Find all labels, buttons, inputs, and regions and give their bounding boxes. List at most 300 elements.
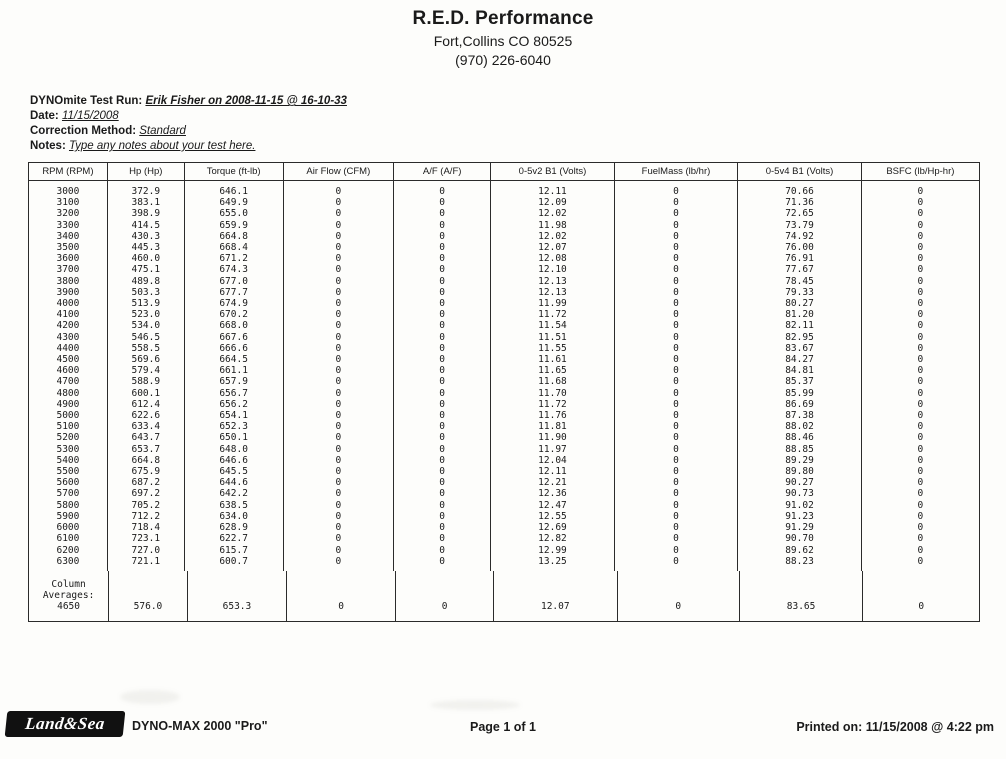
cell-21-2: 652.3 (184, 421, 283, 432)
cell-22-1: 643.7 (107, 432, 184, 443)
cell-33-6: 0 (614, 556, 738, 571)
cell-4-2: 664.8 (184, 231, 283, 242)
cell-32-3: 0 (283, 545, 394, 556)
cell-4-0: 3400 (29, 231, 108, 242)
cell-15-0: 4500 (29, 354, 108, 365)
cell-32-4: 0 (394, 545, 491, 556)
cell-4-7: 74.92 (738, 231, 861, 242)
cell-1-0: 3100 (29, 197, 108, 208)
cell-6-4: 0 (394, 253, 491, 264)
cell-10-7: 80.27 (738, 298, 861, 309)
cell-15-8: 0 (861, 354, 979, 365)
cell-14-2: 666.6 (184, 343, 283, 354)
cell-3-6: 0 (614, 220, 738, 231)
cell-22-5: 11.90 (491, 432, 614, 443)
cell-28-2: 638.5 (184, 500, 283, 511)
cell-19-8: 0 (861, 399, 979, 410)
table-row (29, 500, 980, 511)
page-number: Page 1 of 1 (470, 720, 536, 734)
meta-row-date (30, 109, 1006, 124)
table-row (29, 477, 980, 488)
cell-3-0: 3300 (29, 220, 108, 231)
cell-24-5: 12.04 (491, 455, 614, 466)
cell-30-0: 6000 (29, 522, 108, 533)
cell-0-2: 646.1 (184, 181, 283, 198)
column-header-2: Torque (ft-lb) (184, 163, 283, 181)
cell-24-6: 0 (614, 455, 738, 466)
cell-8-0: 3800 (29, 276, 108, 287)
cell-11-3: 0 (283, 309, 394, 320)
cell-7-2: 674.3 (184, 264, 283, 275)
cell-32-6: 0 (614, 545, 738, 556)
cell-2-2: 655.0 (184, 208, 283, 219)
average-cell-5: 12.07 (493, 601, 617, 612)
notes-label: Notes: (30, 140, 66, 152)
cell-19-0: 4900 (29, 399, 108, 410)
cell-13-1: 546.5 (107, 332, 184, 343)
cell-0-5: 12.11 (491, 181, 614, 198)
cell-2-6: 0 (614, 208, 738, 219)
cell-12-1: 534.0 (107, 320, 184, 331)
averages-values-row (29, 601, 980, 612)
cell-20-5: 11.76 (491, 410, 614, 421)
cell-16-6: 0 (614, 365, 738, 376)
column-header-8: BSFC (lb/Hp-hr) (861, 163, 979, 181)
cell-1-3: 0 (283, 197, 394, 208)
cell-11-8: 0 (861, 309, 979, 320)
cell-16-5: 11.65 (491, 365, 614, 376)
cell-29-3: 0 (283, 511, 394, 522)
cell-14-4: 0 (394, 343, 491, 354)
cell-2-1: 398.9 (107, 208, 184, 219)
cell-0-8: 0 (861, 181, 979, 198)
cell-25-4: 0 (394, 466, 491, 477)
cell-21-1: 633.4 (107, 421, 184, 432)
cell-17-0: 4700 (29, 376, 108, 387)
cell-10-1: 513.9 (107, 298, 184, 309)
table-row (29, 399, 980, 410)
cell-31-1: 723.1 (107, 533, 184, 544)
cell-5-7: 76.00 (738, 242, 861, 253)
average-cell-4: 0 (396, 601, 494, 612)
cell-18-7: 85.99 (738, 388, 861, 399)
cell-23-2: 648.0 (184, 444, 283, 455)
cell-5-6: 0 (614, 242, 738, 253)
cell-29-7: 91.23 (738, 511, 861, 522)
cell-33-3: 0 (283, 556, 394, 571)
cell-18-6: 0 (614, 388, 738, 399)
cell-9-8: 0 (861, 287, 979, 298)
cell-20-0: 5000 (29, 410, 108, 421)
cell-23-6: 0 (614, 444, 738, 455)
cell-6-3: 0 (283, 253, 394, 264)
cell-23-0: 5300 (29, 444, 108, 455)
cell-33-1: 721.1 (107, 556, 184, 571)
cell-13-5: 11.51 (491, 332, 614, 343)
cell-0-4: 0 (394, 181, 491, 198)
average-cell-2: 653.3 (187, 601, 286, 612)
table-row (29, 545, 980, 556)
correction-value: Standard (139, 125, 186, 137)
cell-28-7: 91.02 (738, 500, 861, 511)
cell-24-8: 0 (861, 455, 979, 466)
table-row (29, 388, 980, 399)
cell-12-7: 82.11 (738, 320, 861, 331)
cell-22-7: 88.46 (738, 432, 861, 443)
cell-4-6: 0 (614, 231, 738, 242)
cell-23-7: 88.85 (738, 444, 861, 455)
cell-13-6: 0 (614, 332, 738, 343)
cell-1-7: 71.36 (738, 197, 861, 208)
cell-30-7: 91.29 (738, 522, 861, 533)
table-row (29, 208, 980, 219)
cell-2-5: 12.02 (491, 208, 614, 219)
cell-1-5: 12.09 (491, 197, 614, 208)
cell-6-5: 12.08 (491, 253, 614, 264)
cell-9-4: 0 (394, 287, 491, 298)
column-header-5: 0-5v2 B1 (Volts) (491, 163, 614, 181)
cell-30-2: 628.9 (184, 522, 283, 533)
cell-5-1: 445.3 (107, 242, 184, 253)
cell-22-2: 650.1 (184, 432, 283, 443)
averages-label-row-1 (29, 579, 980, 590)
cell-31-2: 622.7 (184, 533, 283, 544)
cell-29-1: 712.2 (107, 511, 184, 522)
table-row (29, 320, 980, 331)
cell-4-1: 430.3 (107, 231, 184, 242)
cell-21-0: 5100 (29, 421, 108, 432)
cell-15-4: 0 (394, 354, 491, 365)
cell-1-1: 383.1 (107, 197, 184, 208)
cell-8-8: 0 (861, 276, 979, 287)
cell-10-0: 4000 (29, 298, 108, 309)
cell-30-8: 0 (861, 522, 979, 533)
cell-6-8: 0 (861, 253, 979, 264)
table-row (29, 181, 980, 198)
cell-33-8: 0 (861, 556, 979, 571)
cell-13-2: 667.6 (184, 332, 283, 343)
cell-22-6: 0 (614, 432, 738, 443)
printed-on: Printed on: 11/15/2008 @ 4:22 pm (796, 720, 994, 734)
cell-28-3: 0 (283, 500, 394, 511)
cell-31-3: 0 (283, 533, 394, 544)
spacer-row (29, 571, 980, 579)
averages-label-line2: Averages: (29, 590, 109, 601)
cell-7-0: 3700 (29, 264, 108, 275)
cell-23-5: 11.97 (491, 444, 614, 455)
company-phone: (970) 226-6040 (455, 52, 551, 68)
cell-26-7: 90.27 (738, 477, 861, 488)
cell-10-8: 0 (861, 298, 979, 309)
cell-11-0: 4100 (29, 309, 108, 320)
cell-18-4: 0 (394, 388, 491, 399)
cell-16-4: 0 (394, 365, 491, 376)
cell-14-5: 11.55 (491, 343, 614, 354)
cell-32-7: 89.62 (738, 545, 861, 556)
cell-15-1: 569.6 (107, 354, 184, 365)
cell-1-6: 0 (614, 197, 738, 208)
cell-7-7: 77.67 (738, 264, 861, 275)
correction-label: Correction Method: (30, 125, 137, 137)
cell-26-6: 0 (614, 477, 738, 488)
cell-32-0: 6200 (29, 545, 108, 556)
cell-7-6: 0 (614, 264, 738, 275)
cell-31-7: 90.70 (738, 533, 861, 544)
cell-27-3: 0 (283, 488, 394, 499)
cell-21-7: 88.02 (738, 421, 861, 432)
cell-19-1: 612.4 (107, 399, 184, 410)
test-meta-block (30, 94, 1006, 154)
cell-3-1: 414.5 (107, 220, 184, 231)
cell-30-4: 0 (394, 522, 491, 533)
cell-8-6: 0 (614, 276, 738, 287)
meta-row-testrun (30, 94, 1006, 109)
cell-23-8: 0 (861, 444, 979, 455)
company-title: R.E.D. Performance (412, 8, 594, 29)
cell-7-5: 12.10 (491, 264, 614, 275)
cell-5-4: 0 (394, 242, 491, 253)
cell-4-8: 0 (861, 231, 979, 242)
table-row (29, 556, 980, 571)
cell-27-2: 642.2 (184, 488, 283, 499)
table-row (29, 231, 980, 242)
cell-29-0: 5900 (29, 511, 108, 522)
cell-0-0: 3000 (29, 181, 108, 198)
cell-15-2: 664.5 (184, 354, 283, 365)
table-row (29, 343, 980, 354)
land-and-sea-logo: Land&Sea (5, 711, 126, 737)
cell-9-1: 503.3 (107, 287, 184, 298)
cell-28-4: 0 (394, 500, 491, 511)
scan-artifact (120, 690, 180, 704)
cell-5-8: 0 (861, 242, 979, 253)
cell-23-1: 653.7 (107, 444, 184, 455)
cell-25-6: 0 (614, 466, 738, 477)
cell-28-8: 0 (861, 500, 979, 511)
cell-31-5: 12.82 (491, 533, 614, 544)
cell-5-5: 12.07 (491, 242, 614, 253)
average-cell-0: 4650 (29, 601, 109, 612)
cell-31-8: 0 (861, 533, 979, 544)
average-cell-3: 0 (287, 601, 396, 612)
cell-31-6: 0 (614, 533, 738, 544)
cell-7-4: 0 (394, 264, 491, 275)
cell-17-3: 0 (283, 376, 394, 387)
cell-22-0: 5200 (29, 432, 108, 443)
cell-10-4: 0 (394, 298, 491, 309)
cell-21-8: 0 (861, 421, 979, 432)
table-row (29, 309, 980, 320)
cell-2-0: 3200 (29, 208, 108, 219)
table-row (29, 354, 980, 365)
cell-24-0: 5400 (29, 455, 108, 466)
cell-30-5: 12.69 (491, 522, 614, 533)
table-row (29, 220, 980, 231)
cell-25-5: 12.11 (491, 466, 614, 477)
cell-25-7: 89.80 (738, 466, 861, 477)
cell-21-3: 0 (283, 421, 394, 432)
cell-2-4: 0 (394, 208, 491, 219)
cell-26-5: 12.21 (491, 477, 614, 488)
average-cell-8: 0 (863, 601, 980, 612)
cell-7-8: 0 (861, 264, 979, 275)
table-row (29, 533, 980, 544)
cell-12-3: 0 (283, 320, 394, 331)
cell-16-8: 0 (861, 365, 979, 376)
cell-6-7: 76.91 (738, 253, 861, 264)
column-header-6: FuelMass (lb/hr) (614, 163, 738, 181)
cell-33-2: 600.7 (184, 556, 283, 571)
date-value: 11/15/2008 (61, 110, 119, 122)
cell-0-7: 70.66 (738, 181, 861, 198)
table-row (29, 298, 980, 309)
table-row (29, 332, 980, 343)
cell-24-3: 0 (283, 455, 394, 466)
cell-3-8: 0 (861, 220, 979, 231)
cell-15-3: 0 (283, 354, 394, 365)
cell-26-3: 0 (283, 477, 394, 488)
cell-29-2: 634.0 (184, 511, 283, 522)
cell-3-4: 0 (394, 220, 491, 231)
cell-25-3: 0 (283, 466, 394, 477)
average-cell-1: 576.0 (109, 601, 188, 612)
dyno-data-table-wrap (28, 162, 986, 622)
cell-10-5: 11.99 (491, 298, 614, 309)
table-row (29, 432, 980, 443)
cell-5-0: 3500 (29, 242, 108, 253)
meta-row-notes (30, 139, 1006, 154)
cell-32-2: 615.7 (184, 545, 283, 556)
cell-20-1: 622.6 (107, 410, 184, 421)
averages-label-row-2 (29, 590, 980, 601)
date-label: Date: (30, 110, 59, 122)
cell-2-3: 0 (283, 208, 394, 219)
cell-17-8: 0 (861, 376, 979, 387)
cell-19-3: 0 (283, 399, 394, 410)
cell-28-1: 705.2 (107, 500, 184, 511)
cell-26-0: 5600 (29, 477, 108, 488)
cell-3-3: 0 (283, 220, 394, 231)
spacer-row-bottom (29, 613, 980, 622)
cell-14-0: 4400 (29, 343, 108, 354)
cell-19-6: 0 (614, 399, 738, 410)
cell-9-3: 0 (283, 287, 394, 298)
cell-0-1: 372.9 (107, 181, 184, 198)
table-row (29, 276, 980, 287)
table-row (29, 376, 980, 387)
cell-21-6: 0 (614, 421, 738, 432)
cell-4-3: 0 (283, 231, 394, 242)
table-row (29, 522, 980, 533)
cell-8-4: 0 (394, 276, 491, 287)
cell-19-5: 11.72 (491, 399, 614, 410)
cell-17-6: 0 (614, 376, 738, 387)
cell-26-8: 0 (861, 477, 979, 488)
cell-33-7: 88.23 (738, 556, 861, 571)
cell-26-4: 0 (394, 477, 491, 488)
cell-17-5: 11.68 (491, 376, 614, 387)
average-cell-6: 0 (617, 601, 739, 612)
cell-29-5: 12.55 (491, 511, 614, 522)
cell-20-7: 87.38 (738, 410, 861, 421)
cell-25-0: 5500 (29, 466, 108, 477)
cell-10-3: 0 (283, 298, 394, 309)
cell-19-7: 86.69 (738, 399, 861, 410)
cell-13-3: 0 (283, 332, 394, 343)
cell-16-7: 84.81 (738, 365, 861, 376)
cell-17-7: 85.37 (738, 376, 861, 387)
table-row (29, 242, 980, 253)
cell-14-6: 0 (614, 343, 738, 354)
cell-4-5: 12.02 (491, 231, 614, 242)
table-head (29, 163, 980, 181)
cell-9-0: 3900 (29, 287, 108, 298)
cell-22-3: 0 (283, 432, 394, 443)
cell-0-3: 0 (283, 181, 394, 198)
cell-12-8: 0 (861, 320, 979, 331)
cell-24-2: 646.6 (184, 455, 283, 466)
cell-33-4: 0 (394, 556, 491, 571)
cell-13-8: 0 (861, 332, 979, 343)
cell-12-6: 0 (614, 320, 738, 331)
cell-10-6: 0 (614, 298, 738, 309)
cell-18-3: 0 (283, 388, 394, 399)
cell-28-5: 12.47 (491, 500, 614, 511)
table-row (29, 444, 980, 455)
cell-27-6: 0 (614, 488, 738, 499)
cell-22-8: 0 (861, 432, 979, 443)
cell-27-1: 697.2 (107, 488, 184, 499)
cell-18-5: 11.70 (491, 388, 614, 399)
cell-32-1: 727.0 (107, 545, 184, 556)
cell-13-0: 4300 (29, 332, 108, 343)
table-row (29, 287, 980, 298)
cell-20-6: 0 (614, 410, 738, 421)
cell-19-2: 656.2 (184, 399, 283, 410)
cell-1-8: 0 (861, 197, 979, 208)
cell-9-2: 677.7 (184, 287, 283, 298)
cell-0-6: 0 (614, 181, 738, 198)
cell-25-8: 0 (861, 466, 979, 477)
table-row (29, 466, 980, 477)
cell-31-0: 6100 (29, 533, 108, 544)
cell-20-2: 654.1 (184, 410, 283, 421)
cell-21-5: 11.81 (491, 421, 614, 432)
cell-11-5: 11.72 (491, 309, 614, 320)
cell-11-1: 523.0 (107, 309, 184, 320)
cell-7-1: 475.1 (107, 264, 184, 275)
cell-16-3: 0 (283, 365, 394, 376)
cell-5-2: 668.4 (184, 242, 283, 253)
cell-32-5: 12.99 (491, 545, 614, 556)
cell-17-2: 657.9 (184, 376, 283, 387)
cell-32-8: 0 (861, 545, 979, 556)
cell-7-3: 0 (283, 264, 394, 275)
table-row (29, 511, 980, 522)
cell-26-2: 644.6 (184, 477, 283, 488)
cell-5-3: 0 (283, 242, 394, 253)
cell-11-4: 0 (394, 309, 491, 320)
cell-18-1: 600.1 (107, 388, 184, 399)
cell-2-7: 72.65 (738, 208, 861, 219)
cell-12-2: 668.0 (184, 320, 283, 331)
cell-14-7: 83.67 (738, 343, 861, 354)
cell-24-4: 0 (394, 455, 491, 466)
cell-9-7: 79.33 (738, 287, 861, 298)
table-row (29, 197, 980, 208)
cell-3-5: 11.98 (491, 220, 614, 231)
cell-4-4: 0 (394, 231, 491, 242)
